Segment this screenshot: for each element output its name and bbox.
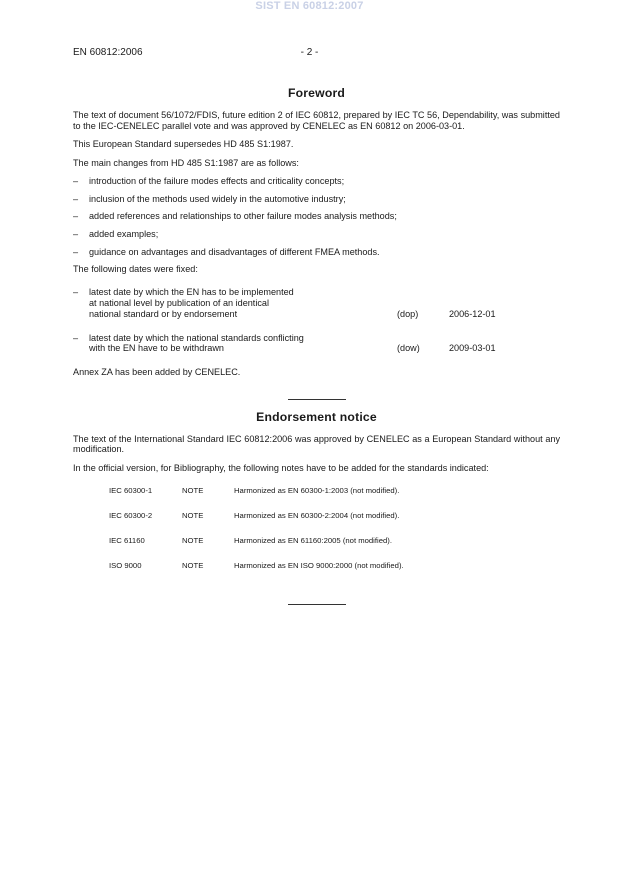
note-text: Harmonized as EN 60300-2:2004 (not modified). [234,511,400,521]
endorsement-text: The text of the International Standard IEC 60812:2006 was approved by CENELEC as a European Standard without any modification. [73,433,560,455]
table-row [109,486,560,511]
table-row [109,536,560,561]
annex-text: Annex ZA has been added by CENELEC. [73,367,241,378]
foreword-title: Foreword [287,86,346,100]
table-row [109,511,560,536]
date-line: latest date by which the national standards conflicting [89,332,304,343]
changes-list [73,176,560,258]
date-item-dow: – latest date by which the national standards conflicting with the EN have to be withdrawn (dow) 2009-03-01 [73,333,560,355]
note-text: Harmonized as EN 60300-1:2003 (not modified). [234,486,400,496]
change-text: inclusion of the methods used widely in the automotive industry; [89,193,346,204]
list-item: – added references and relationships to other failure modes analysis methods; [73,211,397,222]
change-text: added references and relationships to other failure modes analysis methods; [89,211,397,222]
date-item-dop: – latest date by which the EN has to be implemented at national level by publication of an identical national standard or by endorsement (dop) 2006-12-01 [73,287,560,319]
list-item: – introduction of the failure modes effects and criticality concepts; [73,175,345,186]
note-label: NOTE [182,486,204,496]
date-value: 2009-03-01 [449,343,496,354]
change-text: guidance on advantages and disadvantages of different FMEA methods. [89,246,380,257]
changes-intro: The main changes from HD 485 S1:1987 are as follows: [73,158,299,169]
note-standard: IEC 60300-1 [109,486,153,496]
endorsement-title: Endorsement notice [256,409,377,424]
section-divider [288,399,346,400]
dates-intro: The following dates were fixed: [73,264,198,275]
page-content [73,88,560,605]
note-label: NOTE [182,536,204,546]
foreword-intro: The text of document 56/1072/FDIS, future edition 2 of IEC 60812, prepared by IEC TC 56, Dependability, was submitted to the IEC-CENELEC parallel vote and was approved by CENELEC as EN 60812 on 2006-03-01. [73,109,560,131]
note-label: NOTE [182,561,204,571]
note-label: NOTE [182,511,204,521]
section-divider [288,604,346,605]
watermark: SIST EN 60812:2007 [255,0,364,12]
note-standard: ISO 9000 [109,561,142,571]
notes-table [109,486,560,586]
dates-list [73,287,560,354]
note-text: Harmonized as EN ISO 9000:2000 (not modified). [234,561,404,571]
date-line: with the EN have to be withdrawn [89,343,224,354]
list-item: – added examples; [73,228,159,239]
change-text: introduction of the failure modes effects and criticality concepts; [89,175,345,186]
date-line: at national level by publication of an identical [89,297,269,308]
date-code: (dow) [397,343,420,354]
page-number: - 2 - [300,47,319,58]
list-item: – inclusion of the methods used widely in the automotive industry; [73,193,346,204]
date-line: national standard or by endorsement [89,308,238,319]
note-text: Harmonized as EN 61160:2005 (not modified). [234,536,392,546]
note-standard: IEC 60300-2 [109,511,153,521]
doc-id: EN 60812:2006 [73,47,143,58]
supersedes-text: This European Standard supersedes HD 485 S1:1987. [73,139,294,150]
bibliography-intro: In the official version, for Bibliography, the following notes have to be added for the standards indicated: [73,463,489,474]
change-text: added examples; [89,228,159,239]
note-standard: IEC 61160 [109,536,145,546]
date-value: 2006-12-01 [449,308,496,319]
table-row [109,561,560,586]
list-item: – guidance on advantages and disadvantages of different FMEA methods. [73,246,380,257]
date-line: latest date by which the EN has to be implemented [89,287,294,298]
date-code: (dop) [397,308,419,319]
